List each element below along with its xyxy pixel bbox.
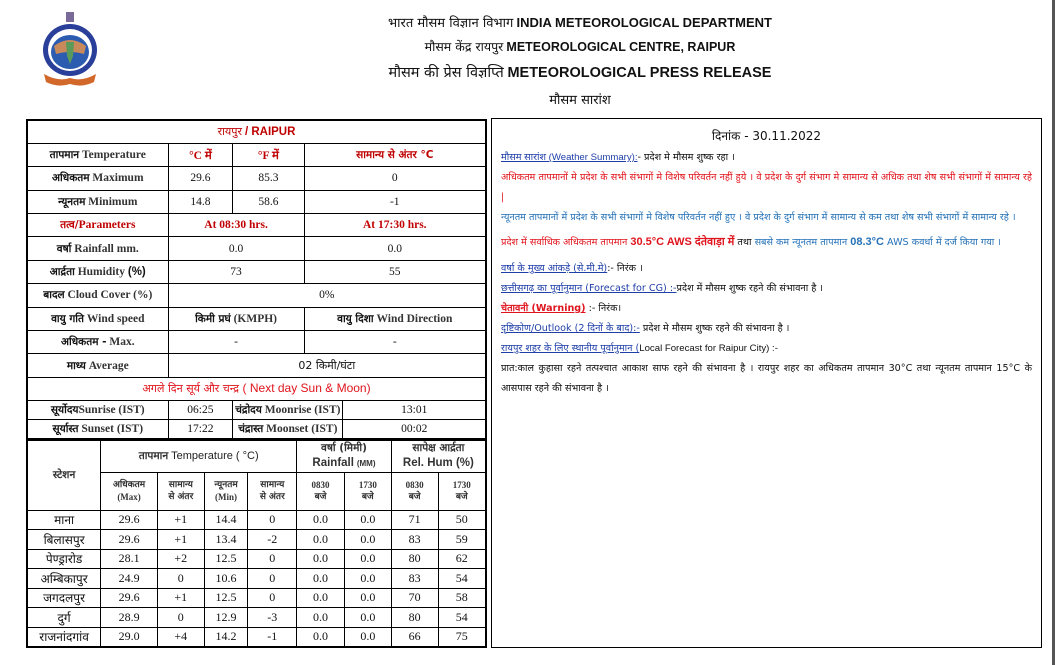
station-value: 0.0 bbox=[344, 569, 391, 589]
station-value: 0.0 bbox=[344, 530, 391, 550]
station-value: 54 bbox=[438, 608, 486, 628]
wmax-speed: - bbox=[168, 331, 304, 354]
cloud-label-en: Cloud Cover (%) bbox=[67, 289, 153, 302]
station-value: +2 bbox=[157, 549, 204, 569]
lowest-text: सबसे कम न्यूनतम तापमान bbox=[754, 237, 848, 248]
sub-header-top: अधिकतम bbox=[112, 480, 146, 490]
local-forecast-en: Local Forecast for Raipur City) :- bbox=[639, 343, 778, 354]
at-0830: At 08:30 hrs. bbox=[168, 214, 304, 237]
station-value: 54 bbox=[438, 569, 486, 589]
header-release-en: METEOROLOGICAL PRESS RELEASE bbox=[507, 65, 772, 81]
station-value: 29.6 bbox=[101, 510, 158, 530]
station-value: 80 bbox=[391, 549, 438, 569]
temp-hdr-hi: तापमान bbox=[138, 450, 169, 463]
station-row bbox=[27, 627, 486, 647]
station-value: 13.4 bbox=[204, 530, 248, 550]
station-value: 0.0 bbox=[297, 608, 345, 628]
min-label-hi: न्यूनतम bbox=[58, 195, 86, 208]
sunrise-val: 06:25 bbox=[168, 401, 233, 420]
rain-label-hi: वर्षा bbox=[56, 242, 72, 255]
lowest-value: 08.3°C bbox=[850, 236, 884, 248]
station-value: -3 bbox=[248, 608, 297, 628]
raipur-title-hi: रायपुर bbox=[217, 125, 243, 139]
station-value: 71 bbox=[391, 510, 438, 530]
station-value: 0.0 bbox=[344, 549, 391, 569]
station-value: 28.9 bbox=[101, 608, 158, 628]
cloud-label-hi: बादल bbox=[43, 289, 65, 302]
temp-label-hi: तापमान bbox=[49, 149, 80, 162]
rh-hdr-en: Rel. Hum (%) bbox=[402, 457, 474, 470]
station-row bbox=[27, 588, 486, 608]
and-text: तथा bbox=[737, 237, 752, 248]
min-label-en: Minimum bbox=[88, 195, 138, 208]
min-temp-row bbox=[27, 190, 486, 213]
hum-label-hi: आर्द्रता bbox=[49, 266, 75, 279]
rainfall-row bbox=[27, 237, 486, 260]
station-value: 80 bbox=[391, 608, 438, 628]
weather-summary-link[interactable]: मौसम सारांश (Weather Summary): bbox=[501, 152, 638, 163]
raipur-title-row bbox=[27, 120, 486, 143]
stations-table bbox=[26, 439, 487, 648]
warning-text: :- निरंक। bbox=[585, 303, 622, 314]
summary-panel bbox=[491, 118, 1042, 648]
wind-max-row bbox=[27, 331, 486, 354]
station-value: 0.0 bbox=[344, 588, 391, 608]
sub-header-top: 0830 bbox=[405, 480, 424, 490]
station-value: 0.0 bbox=[297, 530, 345, 550]
max-label-hi: अधिकतम bbox=[52, 172, 90, 185]
avg-val: 02 किमी/घंटा bbox=[168, 354, 486, 377]
local-forecast-text: प्रात:काल कुहासा रहने तत्पश्चात आकाश साफ रहने की संभावना है । रायपुर शहर का अधिकतम तापमान 30°C तथा न्यूनतम तापमान 15°C के आसपास रहने की संभावना है । bbox=[501, 363, 1032, 394]
rain-1730: 0.0 bbox=[304, 237, 486, 260]
sub-header-cell bbox=[101, 472, 158, 510]
cg-forecast-link[interactable]: छत्तीसगढ़ का पूर्वानुमान (Forecast for CG) :- bbox=[501, 283, 677, 294]
sub-header-top: सामान्य bbox=[168, 480, 193, 490]
hum-0830: 73 bbox=[168, 260, 304, 283]
params-header-row bbox=[27, 214, 486, 237]
wind-label-hi: वायु गति bbox=[51, 312, 84, 325]
station-value: 0 bbox=[248, 569, 297, 589]
stations-header-row-1 bbox=[27, 440, 486, 472]
sub-header-bottom: से अंतर bbox=[168, 492, 194, 502]
wmax-en: Max. bbox=[109, 336, 135, 349]
max-dep: 0 bbox=[304, 167, 486, 190]
min-c: 14.8 bbox=[168, 190, 233, 213]
rain-hdr-hi: वर्षा (मिमी) bbox=[321, 442, 367, 455]
station-value: 66 bbox=[391, 627, 438, 647]
header-summary-title: मौसम सारांश bbox=[549, 93, 611, 108]
avg-hi: माध्य bbox=[66, 359, 86, 372]
highest-text: प्रदेश में सर्वाधिक अधिकतम तापमान bbox=[501, 237, 628, 248]
temp-hdr-en: Temperature ( °C) bbox=[171, 450, 259, 463]
sub-header-bottom: से अंतर bbox=[259, 492, 285, 502]
station-value: 0.0 bbox=[297, 510, 345, 530]
sub-header-top: 1730 bbox=[452, 480, 471, 490]
station-name: बिलासपुर bbox=[27, 530, 101, 550]
weather-summary-text: - प्रदेश मे मौसम शुष्क रहा । bbox=[637, 152, 735, 163]
rainfall-data-text: :- निरंक । bbox=[607, 263, 643, 274]
station-value: 58 bbox=[438, 588, 486, 608]
header-dept-hi: भारत मौसम विज्ञान विभाग bbox=[388, 16, 514, 31]
station-value: 70 bbox=[391, 588, 438, 608]
sub-header-cell bbox=[438, 472, 486, 510]
min-dep: -1 bbox=[304, 190, 486, 213]
header-dept-en: INDIA METEOROLOGICAL DEPARTMENT bbox=[516, 15, 772, 30]
cloud-row bbox=[27, 284, 486, 307]
station-value: +1 bbox=[157, 510, 204, 530]
header-centre-hi: मौसम केंद्र रायपुर bbox=[424, 39, 504, 54]
station-value: 0 bbox=[157, 608, 204, 628]
sub-header-top: 0830 bbox=[311, 480, 330, 490]
station-value: -2 bbox=[248, 530, 297, 550]
sub-header-cell bbox=[157, 472, 204, 510]
sub-header-bottom: बजे bbox=[408, 492, 421, 502]
hum-pct: (%) bbox=[127, 266, 146, 279]
col-fahrenheit: °F में bbox=[233, 143, 304, 166]
rh-hdr-hi: सापेक्ष आर्द्रता bbox=[412, 442, 465, 455]
moonset-hi: चंद्रास्त bbox=[238, 422, 264, 435]
rain-label-en: Rainfall mm. bbox=[74, 242, 139, 255]
station-value: 0.0 bbox=[344, 627, 391, 647]
avg-en: Average bbox=[88, 359, 129, 372]
station-value: +1 bbox=[157, 588, 204, 608]
moonset-val: 00:02 bbox=[343, 420, 486, 439]
min-f: 58.6 bbox=[233, 190, 304, 213]
param-label-hi: तत्व/ bbox=[60, 219, 79, 232]
header-centre-en: METEOROLOGICAL CENTRE, RAIPUR bbox=[506, 40, 736, 54]
moonrise-en: Moonrise (IST) bbox=[264, 404, 341, 417]
station-value: 59 bbox=[438, 530, 486, 550]
sub-header-bottom: बजे bbox=[455, 492, 468, 502]
sub-header-bottom: (Min) bbox=[215, 492, 238, 502]
station-value: 10.6 bbox=[204, 569, 248, 589]
outlook-text: प्रदेश मे मौसम शुष्क रहने की संभावना है । bbox=[639, 323, 790, 334]
station-value: 14.4 bbox=[204, 510, 248, 530]
wmax-hi: अधिकतम - bbox=[60, 336, 107, 349]
col-celsius: °C में bbox=[168, 143, 233, 166]
header-line-1 bbox=[250, 13, 910, 31]
sub-header-cell bbox=[248, 472, 297, 510]
raipur-table bbox=[26, 119, 487, 440]
max-c: 29.6 bbox=[168, 167, 233, 190]
min-temp-text: न्यूनतम तापमानों में प्रदेश के सभी संभागों मे विशेष परिवर्तन नहीं हुए । वे प्रदेश के दुर्ग संभाग में सामान्य से कम तथा शेष सभी संभागों में सामान्य रहे । bbox=[501, 212, 1016, 223]
wind-header-row bbox=[27, 307, 486, 330]
station-row bbox=[27, 549, 486, 569]
wdir-en: Wind Direction bbox=[376, 312, 453, 325]
moonrise-val: 13:01 bbox=[343, 401, 486, 420]
station-row bbox=[27, 608, 486, 628]
param-label-en: Parameters bbox=[78, 219, 136, 232]
wind-avg-row bbox=[27, 354, 486, 377]
sunset-val: 17:22 bbox=[168, 420, 233, 439]
summary-date: दिनांक - 30.11.2022 bbox=[711, 129, 822, 143]
header-release-hi: मौसम की प्रेस विज्ञप्ति bbox=[388, 65, 504, 81]
warning-link[interactable]: चेतावनी (Warning) bbox=[501, 303, 586, 314]
station-value: +4 bbox=[157, 627, 204, 647]
station-value: +1 bbox=[157, 530, 204, 550]
sunrise-en: Sunrise (IST) bbox=[78, 404, 145, 417]
wind-label-en: Wind speed bbox=[86, 312, 145, 325]
max-label-en: Maximum bbox=[92, 172, 144, 185]
station-name: माना bbox=[27, 510, 101, 530]
rainfall-data-link[interactable]: वर्षा के मुख्य आंकड़े (से.मी.मे) bbox=[501, 263, 608, 274]
cloud-val: 0% bbox=[168, 284, 486, 307]
header-line-3 bbox=[250, 62, 910, 82]
station-value: 0.0 bbox=[297, 588, 345, 608]
station-value: -1 bbox=[248, 627, 297, 647]
sunmoon-en: ( Next day Sun & Moon) bbox=[242, 381, 371, 396]
outlook-link[interactable]: दृष्टिकोण/Outlook (2 दिनों के बाद):- bbox=[501, 323, 640, 334]
station-value: 28.1 bbox=[101, 549, 158, 569]
local-forecast-link[interactable]: रायपुर शहर के लिए स्थानीय पूर्वानुमान ( bbox=[501, 343, 640, 354]
sunrise-row bbox=[27, 401, 486, 420]
sunrise-hi: सूर्योदय bbox=[50, 404, 79, 417]
station-value: 0 bbox=[248, 549, 297, 569]
station-value: 62 bbox=[438, 549, 486, 569]
sunset-en: Sunset (IST) bbox=[81, 422, 144, 435]
station-value: 0.0 bbox=[344, 608, 391, 628]
imd-logo bbox=[38, 12, 102, 88]
station-row bbox=[27, 530, 486, 550]
sub-header-cell bbox=[344, 472, 391, 510]
kmph-en: (KMPH) bbox=[233, 312, 278, 325]
station-name: अम्बिकापुर bbox=[27, 569, 101, 589]
wmax-dir: - bbox=[304, 331, 486, 354]
station-name: दुर्ग bbox=[27, 608, 101, 628]
station-value: 75 bbox=[438, 627, 486, 647]
sub-header-top: 1730 bbox=[358, 480, 377, 490]
station-value: 0 bbox=[248, 510, 297, 530]
humidity-row bbox=[27, 260, 486, 283]
temp-label-en: Temperature bbox=[82, 149, 146, 162]
station-value: 12.5 bbox=[204, 588, 248, 608]
moonset-en: Moonset (IST) bbox=[266, 422, 338, 435]
station-value: 24.9 bbox=[101, 569, 158, 589]
sub-header-bottom: (Max) bbox=[117, 492, 141, 502]
col-departure: सामान्य से अंतर °C bbox=[304, 143, 486, 166]
station-row bbox=[27, 510, 486, 530]
station-row bbox=[27, 569, 486, 589]
at-1730: At 17:30 hrs. bbox=[304, 214, 486, 237]
station-col-header: स्टेशन bbox=[27, 440, 101, 510]
station-name: राजनांदगांव bbox=[27, 627, 101, 647]
station-value: 0.0 bbox=[297, 549, 345, 569]
sunset-hi: सूर्यास्त bbox=[52, 422, 79, 435]
station-value: 12.5 bbox=[204, 549, 248, 569]
station-value: 0 bbox=[248, 588, 297, 608]
sub-header-cell bbox=[297, 472, 345, 510]
rain-0830: 0.0 bbox=[168, 237, 304, 260]
sub-header-top: सामान्य bbox=[260, 480, 285, 490]
sub-header-cell bbox=[391, 472, 438, 510]
header-line-2 bbox=[250, 38, 910, 55]
sub-header-bottom: बजे bbox=[314, 492, 327, 502]
raipur-title-en: / RAIPUR bbox=[244, 126, 296, 139]
moonrise-hi: चंद्रोदय bbox=[235, 404, 262, 417]
sub-header-cell bbox=[204, 472, 248, 510]
max-f: 85.3 bbox=[233, 167, 304, 190]
cg-forecast-text: प्रदेश में मौसम शुष्क रहने की संभावना है । bbox=[676, 283, 824, 294]
kmph-hi: किमी प्रघं bbox=[195, 312, 231, 325]
max-temp-text: अधिकतम तापमानों मे प्रदेश के सभी संभागों मे विशेष परिवर्तन नहीं हुये । वे प्रदेश के दुर्ग संभाग मे सामान्य से अधिक तथा शेष सभी संभागों में सामान्य रहे | bbox=[501, 172, 1032, 203]
rain-hdr-en: Rainfall bbox=[312, 457, 354, 470]
max-temp-row bbox=[27, 167, 486, 190]
emblem-icon bbox=[66, 12, 74, 22]
sunmoon-hi: अगले दिन सूर्य और चन्द्र bbox=[142, 382, 240, 396]
sunmoon-title-row bbox=[27, 377, 486, 400]
station-value: 29.0 bbox=[101, 627, 158, 647]
station-value: 29.6 bbox=[101, 530, 158, 550]
rain-hdr-unit: (MM) bbox=[356, 459, 376, 469]
hum-1730: 55 bbox=[304, 260, 486, 283]
temp-header-row bbox=[27, 143, 486, 166]
sunset-row bbox=[27, 420, 486, 439]
hum-label-en: Humidity bbox=[77, 266, 125, 279]
station-value: 0.0 bbox=[297, 569, 345, 589]
wdir-hi: वायु दिशा bbox=[337, 312, 374, 325]
station-value: 50 bbox=[438, 510, 486, 530]
station-value: 14.2 bbox=[204, 627, 248, 647]
station-value: 83 bbox=[391, 569, 438, 589]
station-name: पेण्ड्रारोड bbox=[27, 549, 101, 569]
station-value: 0.0 bbox=[344, 510, 391, 530]
lowest-station-text: AWS कवर्धा में दर्ज किया गया । bbox=[887, 237, 1001, 248]
station-value: 83 bbox=[391, 530, 438, 550]
station-value: 0.0 bbox=[297, 627, 345, 647]
station-value: 29.6 bbox=[101, 588, 158, 608]
station-name: जगदलपुर bbox=[27, 588, 101, 608]
highest-value: 30.5°C AWS दंतेवाड़ा में bbox=[630, 236, 735, 248]
station-value: 12.9 bbox=[204, 608, 248, 628]
sub-header-bottom: बजे bbox=[361, 492, 374, 502]
station-value: 0 bbox=[157, 569, 204, 589]
sub-header-top: न्यूनतम bbox=[214, 480, 238, 490]
